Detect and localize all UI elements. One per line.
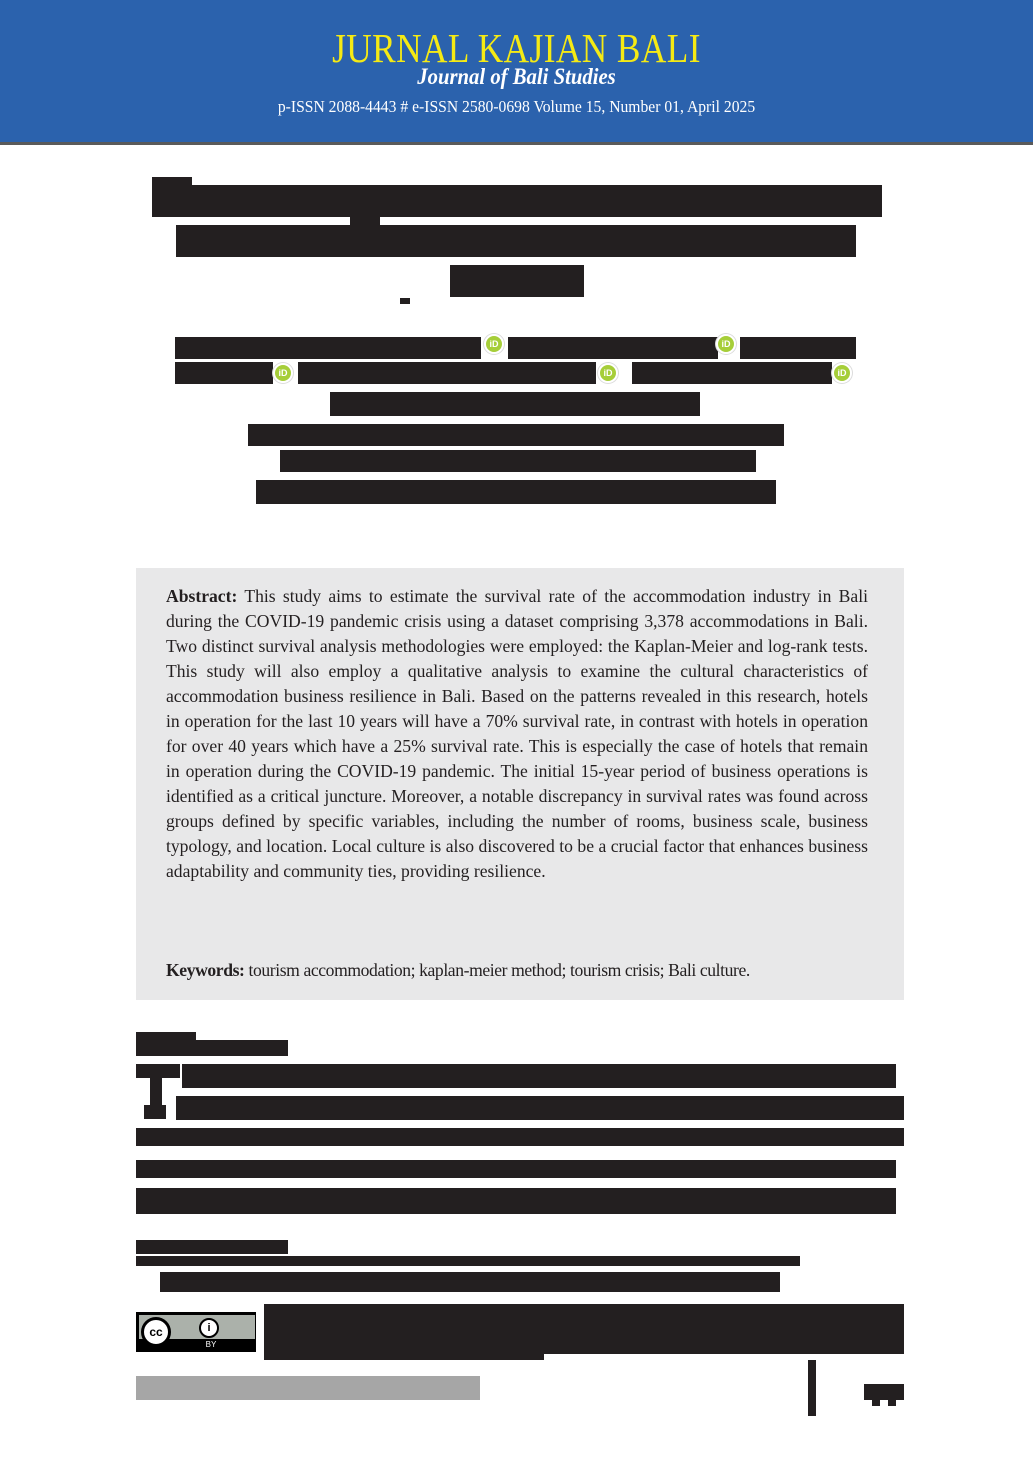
journal-subtitle: Journal of Bali Studies	[417, 64, 616, 89]
keywords-list: tourism accommodation; kaplan-meier method; tourism crisis; Bali culture.	[248, 960, 750, 980]
footer-divider	[808, 1360, 816, 1416]
orcid-icon[interactable]: iD	[832, 363, 852, 383]
journal-issn-line: p-ISSN 2088-4443 # e-ISSN 2580-0698 Volume 15, Number 01, April 2025	[277, 97, 756, 116]
orcid-icon[interactable]: iD	[716, 334, 736, 354]
attribution-person-icon: i	[199, 1318, 219, 1338]
orcid-icon[interactable]: iD	[273, 363, 293, 383]
by-label: BY	[205, 1340, 217, 1349]
header-divider	[0, 142, 1033, 145]
creative-commons-icon: cc	[141, 1317, 171, 1347]
keywords-line	[166, 958, 876, 983]
abstract-body: This study aims to estimate the survival rate of the accommodation industry in Bali during the COVID-19 pandemic crisis using a dataset comprising 3,378 accommodations in Bali. Two distinct survival analysis methodologies were employed: the Kaplan-Meier and log-rank tests. This study will also employ a qualitative analysis to examine the cultural characteristics of accommodation business resilience in Bali. Based on the patterns revealed in this research, hotels in operation for the last 10 years will have a 70% survival rate, in contrast with hotels in operation for over 40 years which have a 25% survival rate. This is especially the case of hotels that remain in operation during the COVID-19 pandemic. The initial 15-year period of business operations is identified as a critical juncture. Moreover, a notable discrepancy in survival rates was found across groups defined by specific variables, including the number of rooms, business scale, business typology, and location. Local culture is also discovered to be a crucial factor that enhances business adaptability and community ties, providing resilience.	[166, 586, 868, 881]
abstract-label: Abstract:	[166, 586, 238, 606]
abstract-box	[136, 568, 904, 1000]
cc-by-license-badge[interactable]	[136, 1312, 256, 1352]
orcid-icon[interactable]: iD	[484, 334, 504, 354]
abstract-paragraph	[166, 584, 868, 884]
keywords-label: Keywords:	[166, 960, 245, 980]
journal-title: JURNAL KAJIAN BALI	[332, 25, 701, 71]
journal-header	[0, 0, 1033, 142]
orcid-icon[interactable]: iD	[598, 363, 618, 383]
